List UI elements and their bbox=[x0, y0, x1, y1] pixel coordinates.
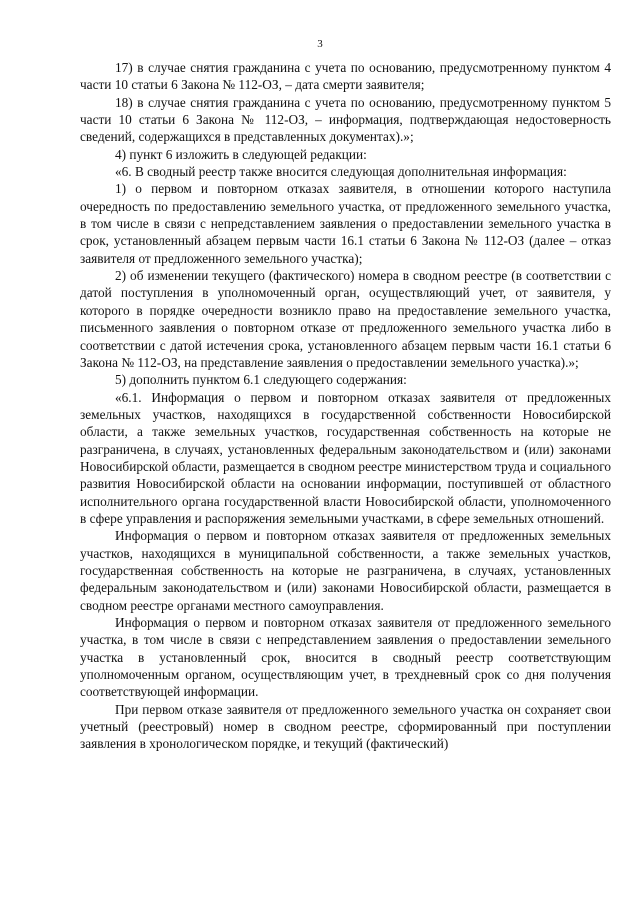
paragraph-clause-6-1: «6.1. Информация о первом и повторном отказах заявителя от предложенных земельных участков, находящихся в государственной собственности Новосибирской области, а также земельных участков, государственная собственность на которые не разграничена, в случаях, установленных федеральным законодательством и (или) законами Новосибирской области, размещается в сводном реестре министерством труда и социального развития Новосибирской области на основании информации, поступившей от областного исполнительного органа государственной власти Новосибирской области, уполномоченного в сфере управления и распоряжения земельными участками, в сфере земельных отношений. bbox=[80, 389, 611, 526]
paragraph-clause-6: «6. В сводный реестр также вносится следующая дополнительная информация: bbox=[115, 164, 567, 180]
paragraph-amendment-4: 4) пункт 6 изложить в следующей редакции: bbox=[115, 146, 367, 162]
document-body bbox=[80, 59, 611, 753]
paragraph-item-17: 17) в случае снятия гражданина с учета по основанию, предусмотренному пунктом 4 части 10 статьи 6 Закона № 112-ОЗ, – дата смерти заявителя; bbox=[80, 60, 611, 93]
paragraph-clause-6-item-1: 1) о первом и повторном отказах заявителя, в отношении которого наступила очередность по предоставлению земельного участка, от предложенного земельного участка, в том числе в связи с непредставлением заявления о предоставлении земельного участка в срок, установленный абзацем первым части 16.1 статьи 6 Закона № 112-ОЗ (далее – отказ заявителя от предложенного земельного участка); bbox=[80, 181, 611, 266]
paragraph-first-refusal: При первом отказе заявителя от предложенного земельного участка он сохраняет свои учетный (реестровый) номер в сводном реестре, сформированный при поступлении заявления в хронологическом порядке, и текущий (фактический) bbox=[80, 701, 611, 752]
paragraph-entry-deadline: Информация о первом и повторном отказах заявителя от предложенного земельного участка, в том числе в связи с непредставлением заявления о предоставлении земельного участка в установленный срок, вносится в сводный реестр соответствующим уполномоченным органом, осуществляющим учет, в трехдневный срок со дня получения соответствующей информации. bbox=[80, 615, 611, 700]
paragraph-municipal-info: Информация о первом и повторном отказах заявителя от предложенных земельных участков, находящихся в муниципальной собственности, а также земельных участков, государственная собственность на которые не разграничена, в случаях, установленных федеральным законодательством и (или) законами Новосибирской области, размещается в сводном реестре органами местного самоуправления. bbox=[80, 528, 611, 613]
paragraph-item-18: 18) в случае снятия гражданина с учета по основанию, предусмотренному пунктом 5 части 10 статьи 6 Закона № 112-ОЗ, – информация, подтверждающая недостоверность сведений, содержащихся в представленных документах).»; bbox=[80, 94, 611, 145]
paragraph-amendment-5: 5) дополнить пунктом 6.1 следующего содержания: bbox=[115, 372, 407, 388]
paragraph-clause-6-item-2: 2) об изменении текущего (фактического) номера в сводном реестре (в соответствии с датой поступления в уполномоченный орган, осуществляющий учет, от заявителя, у которого в порядке очередности возникло право на предоставление земельного участка, письменного заявления о повторном отказе от предложенного земельного участка либо в соответствии с датой истечения срока, установленного абзацем первым части 16.1 статьи 6 Закона № 112-ОЗ, на представление заявления о предоставлении земельного участка).»; bbox=[80, 268, 611, 370]
page-number: 3 bbox=[317, 38, 323, 50]
